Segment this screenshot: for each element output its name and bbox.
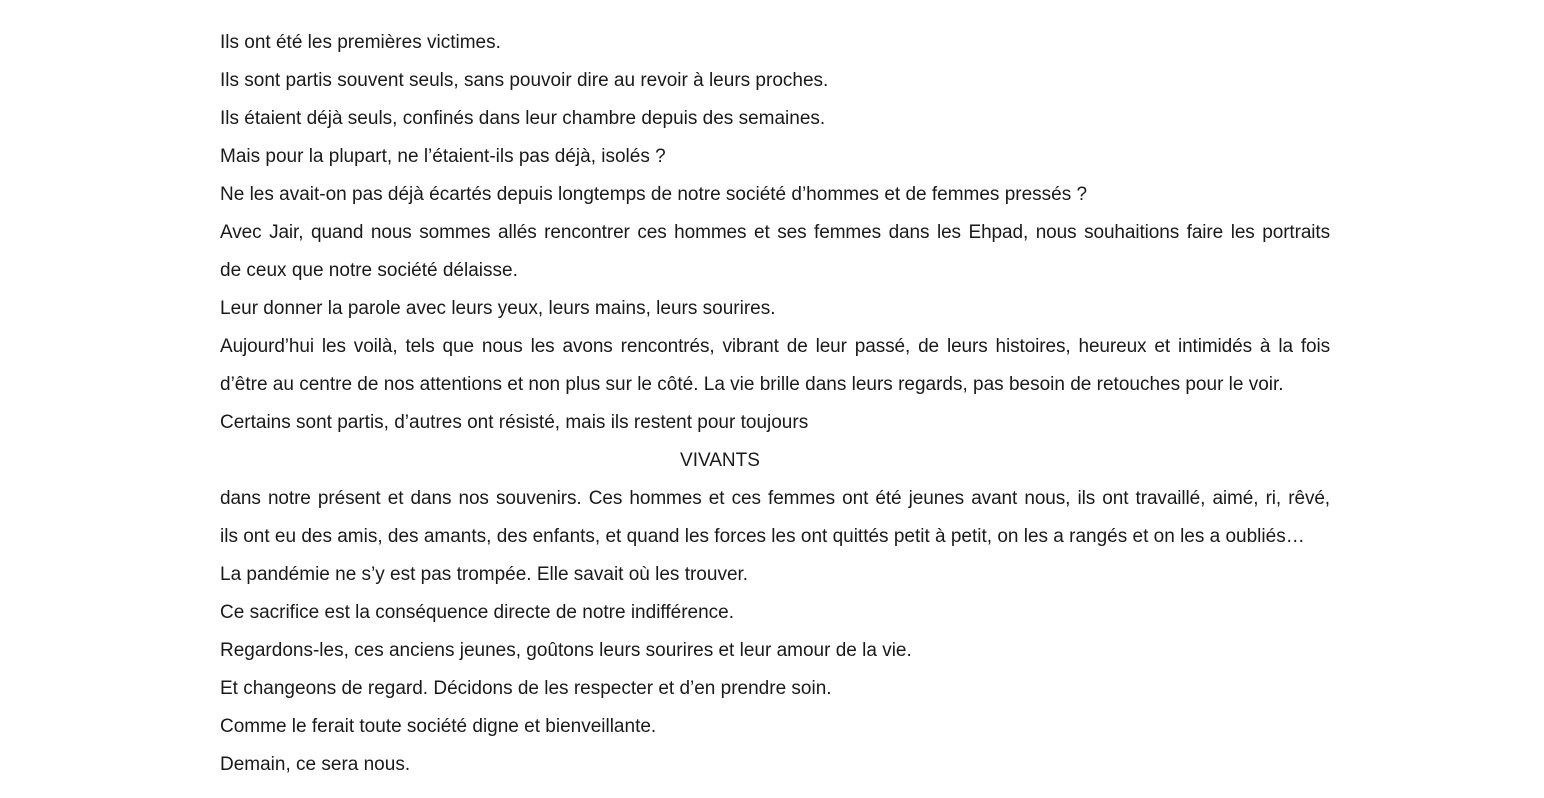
text-line: Regardons-les, ces anciens jeunes, goûtons leurs sourires et leur amour de la vie. — [220, 640, 912, 661]
text-line: Ce sacrifice est la conséquence directe de notre indifférence. — [220, 602, 735, 623]
text-line: Aujourd’hui les voilà, tels que nous les avons rencontrés, vibrant de leur passé, de leurs histoires, heureux et intimidés à la fois — [220, 336, 1330, 357]
text-line: d’être au centre de nos attentions et non plus sur le côté. La vie brille dans leurs regards, pas besoin de retouches pour le voir. — [220, 374, 1284, 395]
document-body — [220, 24, 1340, 784]
text-line: Mais pour la plupart, ne l’étaient-ils pas déjà, isolés ? — [220, 146, 666, 167]
text-line: Comme le ferait toute société digne et bienveillante. — [220, 716, 657, 737]
text-line: La pandémie ne s’y est pas trompée. Elle savait où les trouver. — [220, 564, 749, 585]
text-line: dans notre présent et dans nos souvenirs. Ces hommes et ces femmes ont été jeunes avant nous, ils ont travaillé, aimé, ri, rêvé, — [220, 488, 1330, 509]
text-line: Demain, ce sera nous. — [220, 754, 411, 775]
text-line: Et changeons de regard. Décidons de les respecter et d’en prendre soin. — [220, 678, 832, 699]
text-line: Ils sont partis souvent seuls, sans pouvoir dire au revoir à leurs proches. — [220, 70, 829, 91]
heading-vivants: VIVANTS — [680, 450, 760, 471]
text-line: Avec Jair, quand nous sommes allés rencontrer ces hommes et ses femmes dans les Ehpad, nous souhaitions faire les portraits — [220, 222, 1330, 243]
text-line: Ils ont été les premières victimes. — [220, 32, 501, 53]
text-line: Ils étaient déjà seuls, confinés dans leur chambre depuis des semaines. — [220, 108, 826, 129]
text-line: de ceux que notre société délaisse. — [220, 260, 518, 281]
text-line: Leur donner la parole avec leurs yeux, leurs mains, leurs sourires. — [220, 298, 776, 319]
text-line: Ne les avait-on pas déjà écartés depuis longtemps de notre société d’hommes et de femmes pressés ? — [220, 184, 1088, 205]
text-line: Certains sont partis, d’autres ont résisté, mais ils restent pour toujours — [220, 412, 809, 433]
text-line: ils ont eu des amis, des amants, des enfants, et quand les forces les ont quittés petit à petit, on les a rangés et on les a oubliés… — [220, 526, 1305, 547]
